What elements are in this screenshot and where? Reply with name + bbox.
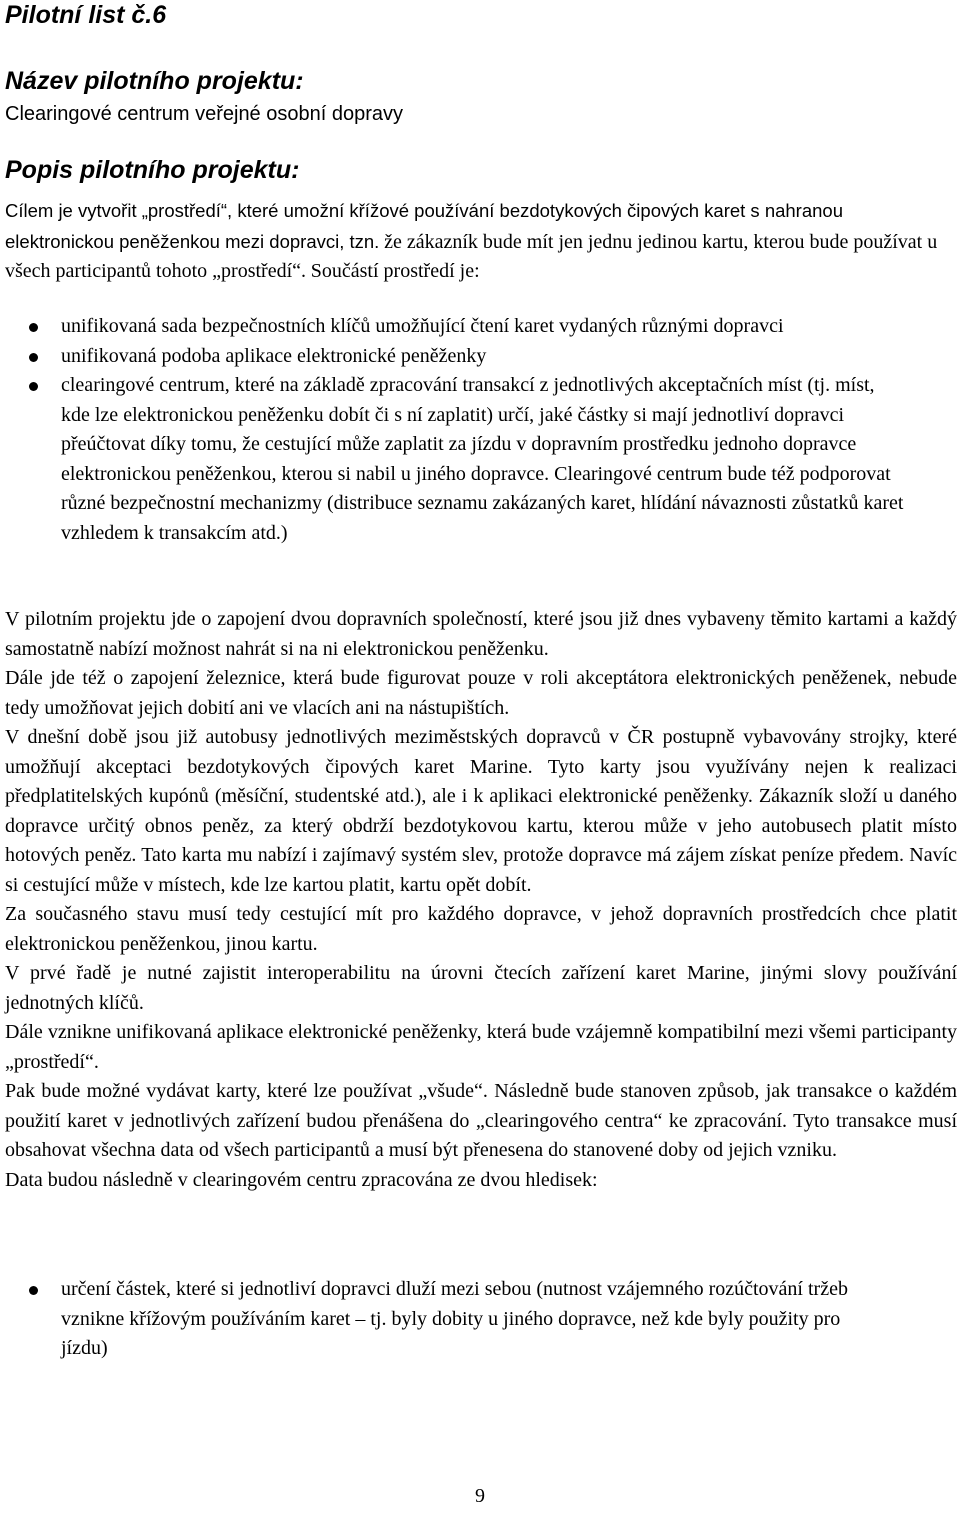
bullet-icon [29, 323, 38, 332]
body-paragraphs [5, 605, 957, 1195]
list-item-text: unifikovaná sada bezpečnostních klíčů umožňující čtení karet vydaných různými dopravci [61, 315, 784, 337]
paragraph: V dnešní době jsou již autobusy jednotlivých meziměstských dopravců v ČR postupně vybavovány strojky, které umožňují akceptaci bezdotykových čipových karet Marine. Tyto karty jsou využívány nejen k realizaci předplatitelských kupónů (měsíční, studentské atd.), ale i k aplikaci elektronické peněženky. Zákazník složí u daného dopravce určitý obnos peněz, za který obdrží bezdotykovou kartu, kterou může v jeho autobusech platit místo hotových peněz. Tato karta mu nabízí i zajímavý systém slev, protože dopravce má zájem získat peníze předem. Navíc si cestující může v místech, kde lze kartou platit, kartu opět dobít. [5, 726, 957, 896]
project-name-heading: Název pilotního projektu: [5, 67, 304, 95]
intro-end-text: Součástí prostředí je: [310, 260, 480, 282]
list-item [5, 312, 905, 342]
list-item [5, 342, 905, 372]
page-title: Pilotní list č.6 [5, 1, 167, 29]
bullet-icon [29, 353, 38, 362]
list-item-text: určení částek, které si jednotliví dopravci dluží mezi sebou (nutnost vzájemného rozúčtování tržeb vznikne křížovým používáním karet – tj. byly dobity u jiného dopravce, než kde byly použity pro jízdu) [61, 1278, 848, 1359]
intro-paragraph [5, 196, 957, 287]
intro-serif-text: že zákazník bude mít jen jednu jedinou kartu, kterou bude používat u všech participantů tohoto „prostředí“. [5, 230, 938, 282]
intro-sans-text: Cílem je vytvořit „prostředí“, které umožní křížové používání bezdotykových čipových karet s nahranou elektronickou peněženkou mezi dopravci, tzn. [5, 200, 844, 252]
components-list [5, 312, 905, 548]
paragraph: Pak bude možné vydávat karty, které lze používat „všude“. Následně bude stanoven způsob, jak transakce o každém použití karet v jednotlivých zařízení budou přenášena do „clearingového centra“ ke zpracování. Tyto transakce musí obsahovat všechna data od všech participantů a musí být přenesena do stanovené doby od jejich vzniku. [5, 1080, 957, 1161]
list-item-text: clearingové centrum, které na základě zpracování transakcí z jednotlivých akceptačních míst (tj. míst, kde lze elektronickou peněženku dobít či s ní zaplatit) určí, jaké částky si mají jednotliví dopravci přeúčtovat díky tomu, že cestující může zaplatit za jízdu v dopravním prostředku jednoho dopravce elektronickou peněženkou, kterou si nabil u jiného dopravce. Clearingové centrum bude též podporovat různé bezpečnostní mechanizmy (distribuce seznamu zakázaných karet, hlídání návaznosti zůstatků karet vzhledem k transakcím atd.) [61, 374, 904, 544]
paragraph: Data budou následně v clearingovém centru zpracována ze dvou hledisek: [5, 1168, 598, 1191]
list-item-text: unifikovaná podoba aplikace elektronické peněženky [61, 344, 487, 367]
paragraph: Dále jde též o zapojení železnice, která bude figurovat pouze v roli akceptátora elektronických peněženek, nebude tedy umožňovat jejich dobití ani ve vlacích ani na nástupištích. [5, 667, 957, 719]
paragraph: V prvé řadě je nutné zajistit interoperabilitu na úrovni čtecích zařízení karet Marine, jinými slovy používání jednotných klíčů. [5, 962, 957, 1014]
paragraph: V pilotním projektu jde o zapojení dvou dopravních společností, které jsou již dnes vybaveny těmito kartami a každý samostatně nabízí možnost nahrát si na ni elektronickou peněženku. [5, 608, 957, 660]
paragraph: Dále vznikne unifikovaná aplikace elektronické peněženky, která bude vzájemně kompatibilní mezi všemi participanty „prostředí“. [5, 1021, 957, 1073]
bullet-icon [29, 1286, 38, 1295]
project-name: Clearingové centrum veřejné osobní dopravy [5, 103, 403, 125]
list-item [5, 1275, 885, 1364]
processing-list [5, 1275, 885, 1364]
bullet-icon [29, 382, 38, 391]
page-number: 9 [475, 1485, 485, 1507]
list-item [5, 371, 905, 548]
project-description-heading: Popis pilotního projektu: [5, 156, 300, 184]
paragraph: Za současného stavu musí tedy cestující mít pro každého dopravce, v jehož dopravních prostředcích chce platit elektronickou peněženkou, jinou kartu. [5, 903, 957, 955]
